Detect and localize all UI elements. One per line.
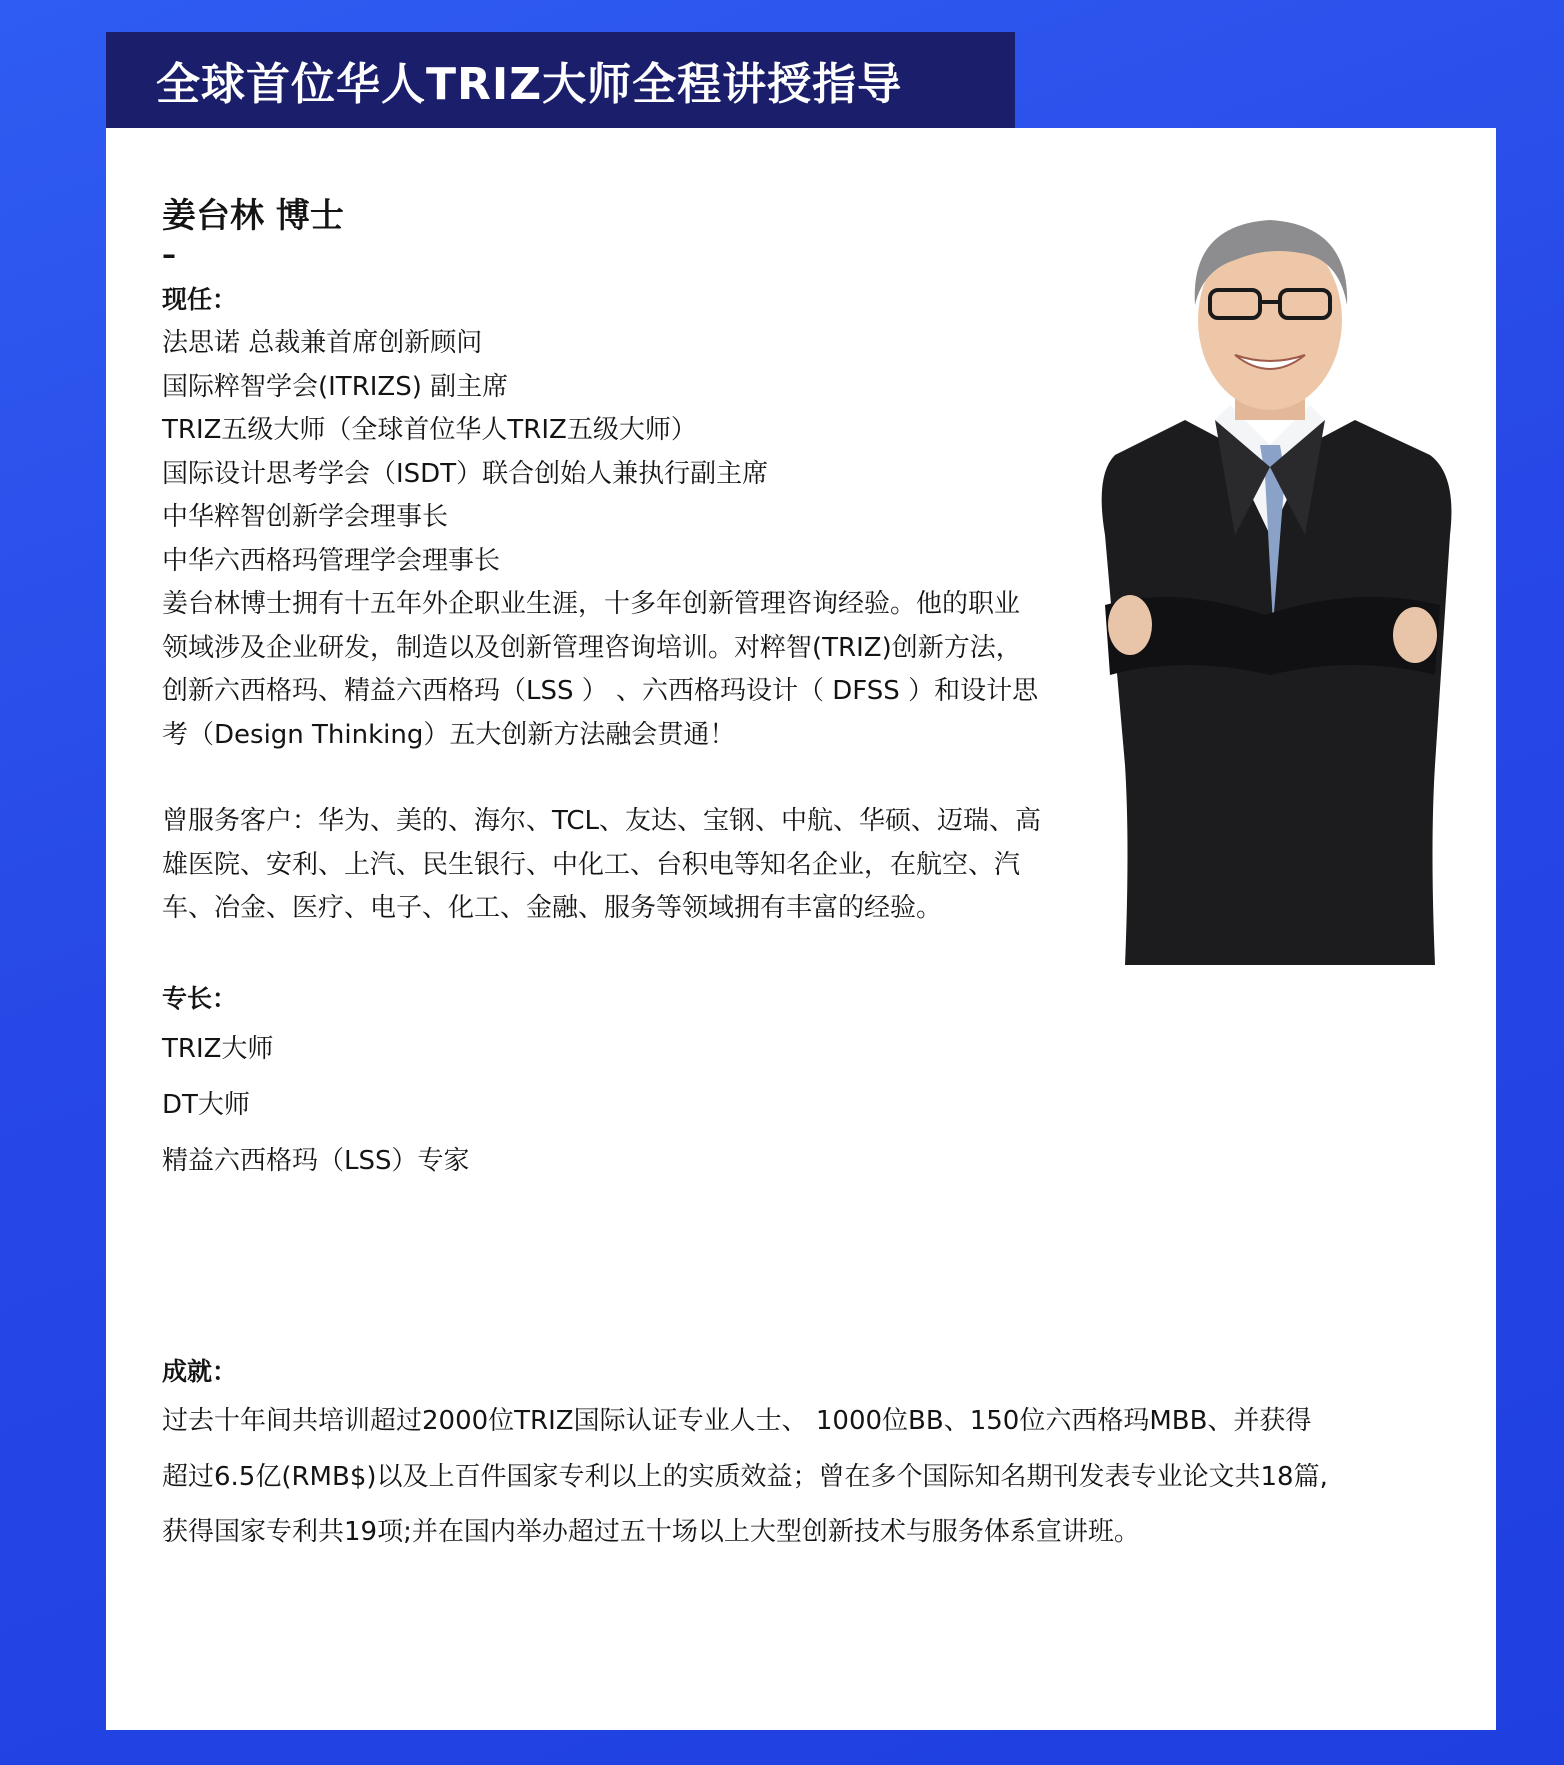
- portrait-photo: [1085, 205, 1455, 970]
- header-title: 全球首位华人TRIZ大师全程讲授指导: [156, 59, 903, 110]
- role-item: TRIZ五级大师（全球首位华人TRIZ五级大师）: [162, 415, 697, 445]
- specialty-item: DT大师: [162, 1089, 250, 1120]
- name-dash: –: [162, 238, 176, 271]
- achievements-section: [162, 1350, 1472, 1561]
- bio-paragraph: 姜台林博士拥有十五年外企职业生涯，十多年创新管理咨询经验。他的职业领域涉及企业研发，制造以及创新管理咨询培训。对粹智(TRIZ)创新方法，创新六西格玛、精益六西格玛（LSS ） 、六西格玛设计（ DFSS ）和设计思考（Design Thinking）五大创新方法融会贯通！: [162, 589, 1039, 750]
- profile-content: [162, 190, 1042, 1189]
- role-item: 中华粹智创新学会理事长: [162, 502, 449, 532]
- profile-name: 姜台林 博士: [162, 196, 344, 236]
- role-item: 法思诺 总裁兼首席创新顾问: [162, 328, 483, 358]
- achievement-line: 获得国家专利共19项;并在国内举办超过五十场以上大型创新技术与服务体系宣讲班。: [162, 1517, 1140, 1547]
- current-roles-label: 现任：: [162, 285, 238, 314]
- role-item: 国际粹智学会(ITRIZS) 副主席: [162, 371, 509, 402]
- specialties-label: 专长：: [162, 983, 238, 1013]
- achievements-label: 成就：: [162, 1357, 238, 1386]
- header-banner: [106, 32, 1015, 128]
- achievement-line: 过去十年间共培训超过2000位TRIZ国际认证专业人士、 1000位BB、150位六西格玛MBB、并获得: [162, 1406, 1312, 1436]
- clients-paragraph: 曾服务客户：华为、美的、海尔、TCL、友达、宝钢、中航、华硕、迈瑞、高雄医院、安利、上汽、民生银行、中化工、台积电等知名企业，在航空、汽车、冶金、医疗、电子、化工、金融、服务等领域拥有丰富的经验。: [162, 806, 1041, 923]
- specialty-item: 精益六西格玛（LSS）专家: [162, 1145, 470, 1176]
- achievement-line: 超过6.5亿(RMB$)以及上百件国家专利以上的实质效益；曾在多个国际知名期刊发表专业论文共18篇,: [162, 1461, 1328, 1492]
- role-item: 国际设计思考学会（ISDT）联合创始人兼执行副主席: [162, 458, 769, 489]
- role-item: 中华六西格玛管理学会理事长: [162, 545, 501, 576]
- specialty-item: TRIZ大师: [162, 1033, 274, 1064]
